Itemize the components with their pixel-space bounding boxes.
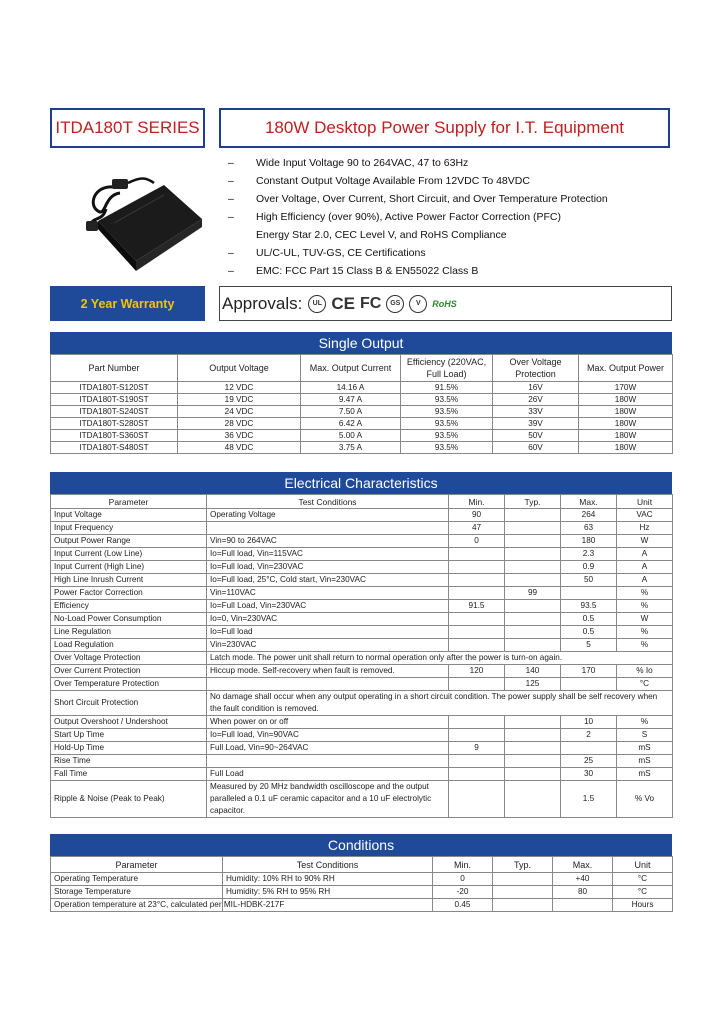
table-cell: 90 — [449, 509, 505, 522]
table-row — [51, 873, 673, 886]
approvals-label: Approvals: — [222, 293, 303, 313]
single-output-table — [50, 354, 673, 454]
table-cell — [505, 574, 561, 587]
col-header: Parameter — [51, 857, 223, 873]
approvals-box — [219, 286, 672, 321]
table-cell — [505, 522, 561, 535]
table-cell: Power Factor Correction — [51, 587, 207, 600]
table-cell: 2.3 — [561, 548, 617, 561]
table-cell: Io=Full load, Vin=115VAC — [207, 548, 449, 561]
col-header: Unit — [613, 857, 673, 873]
table-cell: A — [617, 561, 673, 574]
table-cell: Input Voltage — [51, 509, 207, 522]
table-cell: ITDA180T-S240ST — [51, 406, 178, 418]
table-cell — [449, 678, 505, 691]
table-cell: Input Current (High Line) — [51, 561, 207, 574]
col-header: Max. — [553, 857, 613, 873]
table-cell: 180W — [579, 394, 673, 406]
table-row — [51, 600, 673, 613]
table-row — [51, 548, 673, 561]
table-cell: Humidity: 5% RH to 95% RH — [223, 886, 433, 899]
table-row — [51, 382, 673, 394]
list-dash: – — [228, 157, 234, 169]
table-cell: °C — [617, 678, 673, 691]
table-cell — [207, 678, 449, 691]
table-cell — [449, 613, 505, 626]
table-cell — [207, 755, 449, 768]
gs-logo-icon: GS — [386, 295, 404, 313]
table-cell: 0 — [449, 535, 505, 548]
single-output-title: Single Output — [318, 335, 404, 351]
feature-item — [228, 154, 608, 172]
table-cell: 140 — [505, 665, 561, 678]
ul-logo-icon: UL — [308, 295, 326, 313]
table-cell — [505, 613, 561, 626]
table-cell: mS — [617, 755, 673, 768]
table-cell: High Line Inrush Current — [51, 574, 207, 587]
single-output-band — [50, 332, 672, 354]
table-cell: Operating Voltage — [207, 509, 449, 522]
col-header: Test Conditions — [207, 495, 449, 509]
table-row — [51, 561, 673, 574]
table-cell: 24 VDC — [178, 406, 301, 418]
table-cell: Input Frequency — [51, 522, 207, 535]
table-cell — [505, 781, 561, 818]
feature-list — [228, 154, 608, 280]
table-cell: ITDA180T-S190ST — [51, 394, 178, 406]
col-header: Typ. — [505, 495, 561, 509]
table-cell — [561, 587, 617, 600]
rohs-logo-icon: RoHS — [432, 298, 457, 309]
table-cell — [505, 626, 561, 639]
table-cell: No-Load Power Consumption — [51, 613, 207, 626]
table-row — [51, 742, 673, 755]
table-cell: 25 — [561, 755, 617, 768]
table-cell: Ripple & Noise (Peak to Peak) — [51, 781, 207, 818]
col-header: Min. — [449, 495, 505, 509]
col-header: Max. Output Power — [579, 355, 673, 382]
feature-text: Energy Star 2.0, CEC Level V, and RoHS Compliance — [256, 229, 507, 241]
conditions-title: Conditions — [327, 837, 395, 853]
table-row — [51, 716, 673, 729]
table-cell — [561, 678, 617, 691]
product-title: 180W Desktop Power Supply for I.T. Equipment — [264, 118, 625, 137]
table-cell: Operation temperature at 23°C, calculated per MIL-HDBK-217F — [51, 899, 223, 912]
table-cell: When power on or off — [207, 716, 449, 729]
table-cell: Input Current (Low Line) — [51, 548, 207, 561]
table-cell — [505, 729, 561, 742]
table-cell — [505, 535, 561, 548]
table-cell: Line Regulation — [51, 626, 207, 639]
table-cell: 63 — [561, 522, 617, 535]
table-cell — [493, 873, 553, 886]
table-cell: VAC — [617, 509, 673, 522]
table-cell: 47 — [449, 522, 505, 535]
table-cell: 6.42 A — [301, 418, 401, 430]
table-cell: 93.5% — [401, 442, 493, 454]
table-cell: Rise Time — [51, 755, 207, 768]
table-cell: 5.00 A — [301, 430, 401, 442]
table-cell: 3.75 A — [301, 442, 401, 454]
table-row — [51, 418, 673, 430]
table-cell: Over Current Protection — [51, 665, 207, 678]
col-header: Max. — [561, 495, 617, 509]
table-cell: 180W — [579, 418, 673, 430]
table-row — [51, 613, 673, 626]
table-cell — [505, 561, 561, 574]
warranty-badge — [50, 286, 205, 321]
list-dash: – — [228, 193, 234, 205]
table-cell: Vin=90 to 264VAC — [207, 535, 449, 548]
table-cell: 60V — [493, 442, 579, 454]
col-header: Unit — [617, 495, 673, 509]
conditions-band — [50, 834, 672, 856]
col-header: Typ. — [493, 857, 553, 873]
table-cell: 170 — [561, 665, 617, 678]
table-cell: 28 VDC — [178, 418, 301, 430]
table-cell: 0.45 — [433, 899, 493, 912]
table-cell: 93.5% — [401, 394, 493, 406]
table-row — [51, 430, 673, 442]
product-title-box — [219, 108, 670, 148]
table-cell: Full Load — [207, 768, 449, 781]
table-row — [51, 442, 673, 454]
table-row — [51, 768, 673, 781]
table-header-row — [51, 495, 673, 509]
table-cell: % — [617, 587, 673, 600]
table-cell: W — [617, 613, 673, 626]
table-cell: +40 — [553, 873, 613, 886]
table-cell: 93.5% — [401, 406, 493, 418]
warranty-text: 2 Year Warranty — [80, 296, 175, 311]
table-cell: 91.5 — [449, 600, 505, 613]
table-cell — [505, 509, 561, 522]
table-cell — [449, 574, 505, 587]
table-cell: 91.5% — [401, 382, 493, 394]
table-cell — [449, 561, 505, 574]
col-header: Output Voltage — [178, 355, 301, 382]
table-cell: mS — [617, 768, 673, 781]
table-cell: W — [617, 535, 673, 548]
table-row — [51, 652, 673, 665]
table-cell: 36 VDC — [178, 430, 301, 442]
table-cell — [505, 548, 561, 561]
table-cell — [449, 729, 505, 742]
feature-item — [228, 226, 608, 244]
series-title-box — [50, 108, 205, 148]
table-cell: Hours — [613, 899, 673, 912]
feature-text: EMC: FCC Part 15 Class B & EN55022 Class B — [256, 265, 479, 277]
table-cell: 30 — [561, 768, 617, 781]
conditions-table — [50, 856, 673, 912]
table-cell: 93.5% — [401, 430, 493, 442]
table-cell: 0.5 — [561, 613, 617, 626]
table-cell: 2 — [561, 729, 617, 742]
table-cell: 33V — [493, 406, 579, 418]
table-cell: S — [617, 729, 673, 742]
table-row — [51, 522, 673, 535]
table-cell: 7.50 A — [301, 406, 401, 418]
table-cell: Latch mode. The power unit shall return to normal operation only after the power is turn-on again. — [207, 652, 673, 665]
table-cell — [505, 755, 561, 768]
table-cell: ITDA180T-S360ST — [51, 430, 178, 442]
table-cell: Over Temperature Protection — [51, 678, 207, 691]
table-cell: 93.5% — [401, 418, 493, 430]
electrical-band — [50, 472, 672, 494]
table-row — [51, 574, 673, 587]
col-header: Parameter — [51, 495, 207, 509]
table-cell: % Vo — [617, 781, 673, 818]
table-cell: 14.16 A — [301, 382, 401, 394]
table-cell: 264 — [561, 509, 617, 522]
table-cell: 16V — [493, 382, 579, 394]
table-cell: 9.47 A — [301, 394, 401, 406]
table-cell: Full Load, Vin=90~264VAC — [207, 742, 449, 755]
table-row — [51, 406, 673, 418]
table-cell: 12 VDC — [178, 382, 301, 394]
table-row — [51, 639, 673, 652]
feature-text: Constant Output Voltage Available From 12VDC To 48VDC — [256, 175, 530, 187]
table-cell — [505, 716, 561, 729]
table-cell: 0.5 — [561, 626, 617, 639]
table-cell — [449, 716, 505, 729]
table-cell: 0.9 — [561, 561, 617, 574]
ce-logo-icon: CE — [331, 293, 355, 313]
table-row — [51, 665, 673, 678]
table-cell — [493, 886, 553, 899]
table-cell: Load Regulation — [51, 639, 207, 652]
feature-text: High Efficiency (over 90%), Active Power Factor Correction (PFC) — [256, 211, 561, 223]
fcc-logo-icon: FC — [359, 294, 382, 312]
feature-item — [228, 262, 608, 280]
table-cell: % — [617, 600, 673, 613]
table-cell — [505, 742, 561, 755]
table-cell: Io=Full load, Vin=230VAC — [207, 561, 449, 574]
table-cell: 180W — [579, 430, 673, 442]
energy-star-logo-icon: V — [409, 295, 427, 313]
table-cell: A — [617, 574, 673, 587]
table-cell: °C — [613, 886, 673, 899]
table-cell: 120 — [449, 665, 505, 678]
table-cell: % — [617, 639, 673, 652]
table-cell — [505, 768, 561, 781]
table-cell: 48 VDC — [178, 442, 301, 454]
table-cell: 1.5 — [561, 781, 617, 818]
table-cell: 93.5 — [561, 600, 617, 613]
table-cell: -20 — [433, 886, 493, 899]
feature-item — [228, 208, 608, 226]
table-cell: 99 — [505, 587, 561, 600]
table-row — [51, 899, 673, 912]
col-header: Over Voltage Protection — [493, 355, 579, 382]
table-cell: Hz — [617, 522, 673, 535]
col-header: Test Conditions — [223, 857, 433, 873]
table-cell: 39V — [493, 418, 579, 430]
table-cell: Efficiency — [51, 600, 207, 613]
table-cell — [553, 899, 613, 912]
table-cell: Io=Full load, 25°C, Cold start, Vin=230VAC — [207, 574, 449, 587]
table-row — [51, 678, 673, 691]
approval-logos — [308, 295, 456, 313]
col-header: Max. Output Current — [301, 355, 401, 382]
table-cell: Vin=110VAC — [207, 587, 449, 600]
table-cell — [449, 781, 505, 818]
table-cell — [449, 639, 505, 652]
list-dash: – — [228, 265, 234, 277]
table-cell: 80 — [553, 886, 613, 899]
table-row — [51, 729, 673, 742]
table-cell: 0 — [433, 873, 493, 886]
table-cell: % Io — [617, 665, 673, 678]
table-cell — [505, 639, 561, 652]
list-dash: – — [228, 175, 234, 187]
table-cell: Measured by 20 MHz bandwidth oscilloscope and the output paralleled a 0.1 uF ceramic capacitor and a 10 uF electrolytic capacitor. — [207, 781, 449, 818]
table-cell — [449, 587, 505, 600]
table-cell — [449, 548, 505, 561]
table-cell — [493, 899, 553, 912]
table-cell — [449, 755, 505, 768]
table-cell: A — [617, 548, 673, 561]
table-cell: 19 VDC — [178, 394, 301, 406]
table-cell: Io=Full Load, Vin=230VAC — [207, 600, 449, 613]
table-cell — [207, 522, 449, 535]
table-cell: % — [617, 626, 673, 639]
table-cell: 5 — [561, 639, 617, 652]
table-cell: Storage Temperature — [51, 886, 223, 899]
table-row — [51, 509, 673, 522]
table-cell: Operating Temperature — [51, 873, 223, 886]
table-row — [51, 587, 673, 600]
feature-item — [228, 172, 608, 190]
table-cell: Output Overshoot / Undershoot — [51, 716, 207, 729]
table-cell: Humidity: 10% RH to 90% RH — [223, 873, 433, 886]
table-cell — [561, 742, 617, 755]
list-dash: – — [228, 247, 234, 259]
table-cell: 50 — [561, 574, 617, 587]
table-cell: 180 — [561, 535, 617, 548]
table-cell: 180W — [579, 406, 673, 418]
table-cell — [505, 600, 561, 613]
table-row — [51, 535, 673, 548]
table-cell: Start Up Time — [51, 729, 207, 742]
table-cell: 9 — [449, 742, 505, 755]
table-cell: 180W — [579, 442, 673, 454]
table-cell: No damage shall occur when any output operating in a short circuit condition. The power supply shall be self recovery when the fault condition is removed. — [207, 691, 673, 716]
table-cell: Short Circuit Protection — [51, 691, 207, 716]
table-cell: 125 — [505, 678, 561, 691]
feature-item — [228, 190, 608, 208]
table-row — [51, 781, 673, 818]
table-row — [51, 691, 673, 716]
table-cell: Vin=230VAC — [207, 639, 449, 652]
table-cell: ITDA180T-S480ST — [51, 442, 178, 454]
table-cell: Output Power Range — [51, 535, 207, 548]
series-title: ITDA180T SERIES — [55, 118, 200, 137]
electrical-table — [50, 494, 673, 818]
table-cell: ITDA180T-S280ST — [51, 418, 178, 430]
table-cell: Hiccup mode. Self-recovery when fault is removed. — [207, 665, 449, 678]
col-header: Part Number — [51, 355, 178, 382]
table-cell: Hold-Up Time — [51, 742, 207, 755]
table-cell: °C — [613, 873, 673, 886]
table-cell: 26V — [493, 394, 579, 406]
table-cell: Over Voltage Protection — [51, 652, 207, 665]
table-header-row — [51, 857, 673, 873]
feature-text: Wide Input Voltage 90 to 264VAC, 47 to 63Hz — [256, 157, 469, 169]
table-cell — [449, 626, 505, 639]
table-row — [51, 626, 673, 639]
table-cell: Fall Time — [51, 768, 207, 781]
table-cell — [449, 768, 505, 781]
table-cell: 10 — [561, 716, 617, 729]
table-cell: Io=Full load — [207, 626, 449, 639]
table-cell: Io=Full load, Vin=90VAC — [207, 729, 449, 742]
feature-text: Over Voltage, Over Current, Short Circuit, and Over Temperature Protection — [256, 193, 608, 205]
table-cell: % — [617, 716, 673, 729]
table-row — [51, 755, 673, 768]
col-header: Efficiency (220VAC, Full Load) — [401, 355, 493, 382]
feature-text: UL/C-UL, TUV-GS, CE Certifications — [256, 247, 426, 259]
table-row — [51, 394, 673, 406]
list-dash: – — [228, 211, 234, 223]
col-header: Min. — [433, 857, 493, 873]
feature-item — [228, 244, 608, 262]
table-cell: mS — [617, 742, 673, 755]
table-row — [51, 886, 673, 899]
table-cell: 170W — [579, 382, 673, 394]
table-cell: ITDA180T-S120ST — [51, 382, 178, 394]
electrical-title: Electrical Characteristics — [284, 475, 438, 491]
table-cell: 50V — [493, 430, 579, 442]
table-cell: Io=0, Vin=230VAC — [207, 613, 449, 626]
table-header-row — [51, 355, 673, 382]
power-supply-image — [84, 165, 204, 275]
